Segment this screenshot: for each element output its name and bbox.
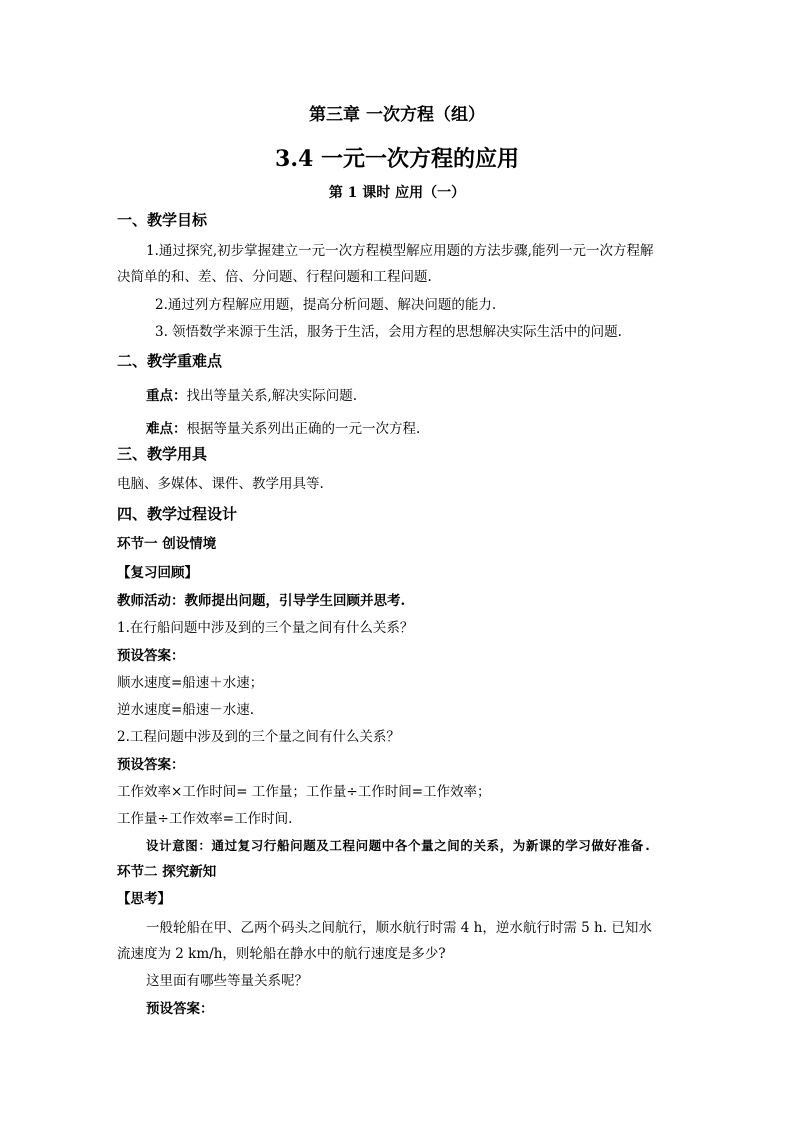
problem-line-1: 一般轮船在甲、乙两个码头之间航行，顺水航行时需 4 h，逆水航行时需 5 h. 已知水 (146, 920, 652, 936)
goal-item-3: 3. 领悟数学来源于生活，服务于生活，会用方程的思想解决实际生活中的问题. (155, 324, 622, 340)
process-heading: 四、教学过程设计 (117, 505, 238, 523)
keypoints-heading: 二、教学重难点 (117, 352, 223, 370)
answer-2-line-2: 工作量÷工作效率=工作时间. (117, 811, 293, 827)
goal-item-1b: 决简单的和、差、倍、分问题、行程问题和工程问题. (117, 269, 432, 285)
think-tag: 【思考】 (117, 891, 171, 907)
lesson-title: 第 1 课时 应用（一） (328, 185, 466, 201)
section-title: 3.4 一元一次方程的应用 (275, 146, 519, 172)
step1-title: 环节一 创设情境 (117, 536, 217, 552)
goals-heading: 一、教学目标 (117, 211, 208, 229)
hard-point (146, 423, 420, 437)
teacher-activity: 教师活动：教师提出问题，引导学生回顾并思考. (117, 593, 406, 609)
step2-title: 环节二 探究新知 (117, 864, 217, 880)
chapter-title: 第三章 一次方程（组） (309, 105, 485, 125)
question-relations: 这里面有哪些等量关系呢？ (146, 973, 308, 989)
tools-text: 电脑、多媒体、课件、教学用具等. (117, 476, 324, 492)
answer-label-3: 预设答案： (146, 1001, 214, 1017)
answer-label-1: 预设答案： (117, 648, 185, 664)
key-point (146, 390, 357, 404)
tools-heading: 三、教学用具 (117, 445, 208, 463)
question-1: 1.在行船问题中涉及到的三个量之间有什么关系？ (117, 620, 414, 636)
hard-text: 根据等量关系列出正确的一元一次方程. (186, 421, 421, 437)
answer-label-2: 预设答案： (117, 757, 185, 773)
goal-item-1a: 1.通过探究,初步掌握建立一元一次方程模型解应用题的方法步骤,能列一元一次方程解 (146, 243, 654, 259)
key-label: 重点： (146, 388, 187, 404)
answer-1-line-1: 顺水速度=船速＋水速； (117, 675, 264, 691)
hard-label: 难点： (146, 421, 187, 437)
answer-1-line-2: 逆水速度=船速－水速. (117, 702, 255, 718)
question-2: 2.工程问题中涉及到的三个量之间有什么关系？ (117, 729, 400, 745)
key-text: 找出等量关系,解决实际问题. (186, 388, 358, 404)
goal-item-2: 2.通过列方程解应用题，提高分析问题、解决问题的能力. (155, 297, 497, 313)
answer-2-line-1: 工作效率×工作时间= 工作量；工作量÷工作时间=工作效率； (117, 784, 491, 800)
problem-line-2: 流速度为 2 km/h，则轮船在静水中的航行速度是多少? (117, 946, 446, 962)
design-intent: 设计意图：通过复习行船问题及工程问题中各个量之间的关系，为新课的学习做好准备. (146, 838, 652, 853)
review-tag: 【复习回顾】 (117, 565, 198, 581)
